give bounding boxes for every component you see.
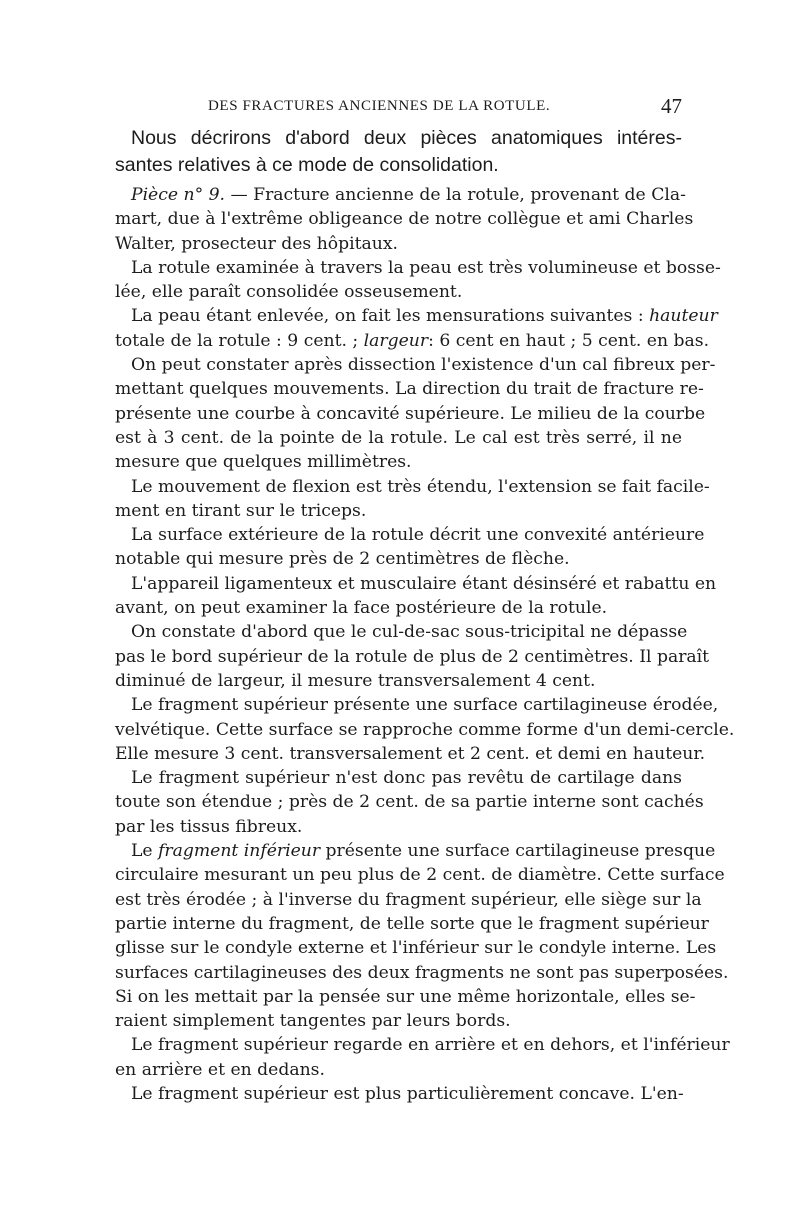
text-line: partie interne du fragment, de telle sorte que le fragment supérieur <box>115 913 709 934</box>
text-line: Le fragment supérieur n'est donc pas revêtu de cartilage dans <box>131 768 682 789</box>
page-number: 47 <box>661 94 682 118</box>
text-line: On constate d'abord que le cul-de-sac sous-tricipital ne dépasse <box>131 622 688 643</box>
text-line: surfaces cartilagineuses des deux fragments ne sont pas superposées. <box>115 962 729 983</box>
text-line: pas le bord supérieur de la rotule de plus de 2 centimètres. Il paraît <box>115 646 710 667</box>
text-line: Elle mesure 3 cent. transversalement et 2 cent. et demi en hauteur. <box>115 743 706 764</box>
text-line: lée, elle paraît consolidée osseusement. <box>115 282 463 303</box>
text-line <box>115 839 716 863</box>
text-line <box>115 183 686 207</box>
intro-line-1: Nous décrirons d'abord deux pièces anatomiques intéres- <box>131 127 682 149</box>
text-line: Le fragment supérieur regarde en arrière et en dehors, et l'inférieur <box>131 1035 730 1056</box>
text-line: raient simplement tangentes par leurs bords. <box>115 1011 511 1032</box>
text-fragment: totale de la rotule : 9 cent. ; <box>115 330 364 351</box>
text-line: en arrière et en dedans. <box>115 1059 325 1080</box>
text-line: Le fragment supérieur présente une surface cartilagineuse érodée, <box>131 695 719 716</box>
text-line: est très érodée ; à l'inverse du fragment supérieur, elle siège sur la <box>115 889 702 910</box>
text-line: ment en tirant sur le triceps. <box>115 500 367 521</box>
text-fragment: présente une surface cartilagineuse presque <box>320 841 716 862</box>
text-line: glisse sur le condyle externe et l'inférieur sur le condyle interne. Les <box>115 938 717 959</box>
text-line: mettant quelques mouvements. La direction du trait de fracture re- <box>115 379 704 400</box>
text-fragment: La peau étant enlevée, on fait les mensurations suivantes : <box>131 306 650 327</box>
running-head <box>115 96 682 122</box>
text-line: mart, due à l'extrême obligeance de notre collègue et ami Charles <box>115 209 694 230</box>
text-line: Si on les mettait par la pensée sur une même horizontale, elles se- <box>115 986 696 1007</box>
text-fragment: Le <box>131 841 159 862</box>
running-title: DES FRACTURES ANCIENNES DE LA ROTULE. <box>208 98 551 114</box>
text-line: On peut constater après dissection l'existence d'un cal fibreux per- <box>131 355 716 376</box>
text-line: présente une courbe à concavité supérieure. Le milieu de la courbe <box>115 403 706 424</box>
italic-term: largeur <box>363 330 429 351</box>
text-line: Le mouvement de flexion est très étendu, l'extension se fait facile- <box>131 476 710 497</box>
text-line: par les tissus fibreux. <box>115 816 303 837</box>
text-line: velvétique. Cette surface se rapproche comme forme d'un demi-cercle. <box>115 719 735 740</box>
text-line: toute son étendue ; près de 2 cent. de sa partie interne sont cachés <box>115 792 704 813</box>
body-text <box>115 125 735 1106</box>
text-line: La surface extérieure de la rotule décrit une convexité antérieure <box>131 525 705 546</box>
text-line: mesure que quelques millimètres. <box>115 452 412 473</box>
text-line: avant, on peut examiner la face postérieure de la rotule. <box>115 598 608 619</box>
text-line <box>115 329 710 353</box>
piece-label: Pièce n° 9. <box>131 185 226 205</box>
text-line: diminué de largeur, il mesure transversalement 4 cent. <box>115 670 596 691</box>
text-line: Le fragment supérieur est plus particulièrement concave. L'en- <box>131 1083 684 1104</box>
intro-line-2: santes relatives à ce mode de consolidation. <box>115 154 499 176</box>
text-fragment: : 6 cent en haut ; 5 cent. en bas. <box>428 330 710 351</box>
text-line: La rotule examinée à travers la peau est très volumineuse et bosse- <box>131 257 721 278</box>
italic-term: hauteur <box>649 306 718 327</box>
text-line: L'appareil ligamenteux et musculaire étant désinséré et rabattu en <box>131 573 717 594</box>
text-line: est à 3 cent. de la pointe de la rotule. Le cal est très serré, il ne <box>115 427 682 448</box>
text-fragment: — Fracture ancienne de la rotule, provenant de Cla- <box>225 185 686 205</box>
text-line <box>115 304 718 328</box>
text-line: notable qui mesure près de 2 centimètres de flèche. <box>115 549 570 570</box>
text-line: circulaire mesurant un peu plus de 2 cent. de diamètre. Cette surface <box>115 865 725 886</box>
text-line: Walter, prosecteur des hôpitaux. <box>115 233 399 254</box>
italic-term: fragment inférieur <box>158 841 321 862</box>
